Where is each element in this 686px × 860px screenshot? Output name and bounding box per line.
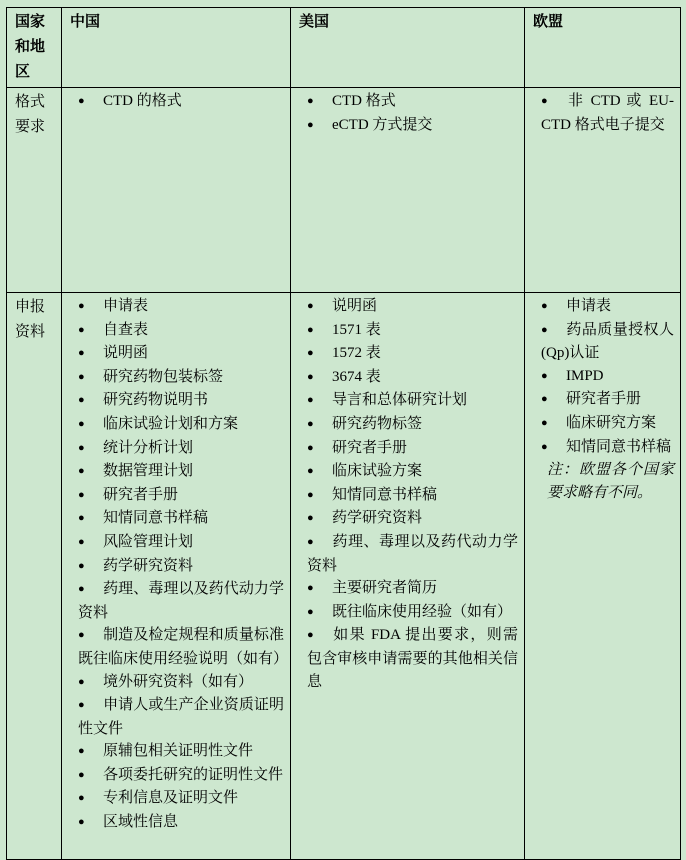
bullet-icon: ●: [78, 417, 85, 430]
bullet-icon: ●: [78, 394, 85, 407]
list-item-text: 申请表: [103, 298, 149, 314]
eu-dossier-note: 注：欧盟各个国家要求略有不同。: [547, 462, 674, 501]
list-item-text: 申请人或生产企业资质证明性文件: [78, 697, 284, 737]
list-item: [299, 507, 518, 531]
row-label-format-requirements: 格式要求: [7, 88, 62, 293]
cell-format-usa: [291, 88, 525, 293]
list-item: [70, 90, 284, 114]
list-item: [533, 412, 674, 436]
bullet-icon: ●: [78, 699, 85, 712]
list-item: [299, 342, 518, 366]
list-item-text: 说明函: [332, 298, 378, 314]
bullet-icon: ●: [307, 394, 314, 407]
list-item-text: 药理、毒理以及药代动力学资料: [307, 533, 518, 574]
list-item-text: 说明函: [103, 345, 149, 362]
list-item: [299, 624, 518, 693]
list-item-text: eCTD 方式提交: [332, 116, 433, 133]
list-item-text: 1571 表: [332, 321, 381, 338]
china-format-list: [70, 90, 284, 114]
bullet-icon: ●: [78, 583, 85, 596]
cell-dossier-eu: [525, 293, 681, 860]
list-item: [70, 366, 284, 390]
bullet-icon: ●: [78, 535, 85, 548]
list-item-text: 研究者手册: [103, 486, 179, 503]
list-item-text: 1572 表: [332, 345, 381, 362]
list-item: [533, 365, 674, 389]
list-item: [533, 295, 674, 319]
list-item: [70, 484, 284, 508]
list-item: [70, 319, 284, 343]
bullet-icon: ●: [307, 300, 314, 312]
list-item-text: 药品质量授权人(Qp)认证: [541, 321, 674, 362]
list-item: [533, 90, 674, 136]
list-item: [70, 671, 284, 695]
list-item-text: IMPD: [566, 367, 604, 384]
list-item: [299, 577, 518, 601]
regulatory-comparison-table: [6, 7, 681, 860]
list-item-text: 药学研究资料: [103, 557, 194, 574]
usa-format-list: [299, 90, 518, 137]
table-row-format-requirements: [7, 88, 681, 293]
cell-dossier-china: [62, 293, 291, 860]
list-item: [70, 555, 284, 579]
list-item-text: 知情同意书样稿: [566, 438, 672, 455]
header-eu: 欧盟: [525, 8, 681, 88]
bullet-icon: ●: [307, 441, 314, 454]
list-item-text: 知情同意书样稿: [332, 486, 438, 503]
list-item-text: 自查表: [103, 321, 149, 338]
table-header-row: [7, 8, 681, 88]
list-item: [299, 389, 518, 413]
list-item: [299, 114, 518, 138]
bullet-icon: ●: [78, 675, 85, 688]
cell-format-eu: [525, 88, 681, 293]
bullet-icon: ●: [78, 95, 85, 107]
list-item-text: 数据管理计划: [103, 463, 194, 480]
list-item: [533, 436, 674, 460]
bullet-icon: ●: [307, 347, 314, 360]
china-dossier-list: [70, 295, 289, 835]
list-item-text: 各项委托研究的证明性文件: [103, 766, 284, 783]
list-item-text: 区域性信息: [103, 814, 179, 831]
list-item: [70, 578, 284, 624]
list-item-text: 主要研究者简历: [332, 580, 438, 597]
list-item: [533, 319, 674, 365]
list-item: [533, 388, 674, 412]
bullet-icon: ●: [307, 629, 314, 642]
list-item: [299, 413, 518, 437]
bullet-icon: ●: [78, 512, 85, 525]
list-item: [70, 460, 284, 484]
list-item-text: CTD 的格式: [103, 93, 182, 109]
list-item-text: 导言和总体研究计划: [332, 392, 468, 409]
list-item: [299, 319, 518, 343]
bullet-icon: ●: [307, 465, 314, 478]
list-item: [70, 389, 284, 413]
bullet-icon: ●: [78, 745, 85, 758]
bullet-icon: ●: [78, 792, 85, 805]
list-item-text: 申请表: [566, 298, 612, 314]
list-item: [299, 295, 518, 319]
list-item-text: 风险管理计划: [103, 533, 194, 550]
bullet-icon: ●: [307, 512, 314, 525]
header-usa: 美国: [291, 8, 525, 88]
cell-format-china: [62, 88, 291, 293]
list-item-text: 临床试验计划和方案: [103, 415, 239, 432]
bullet-icon: ●: [307, 323, 314, 336]
list-item-text: 临床试验方案: [332, 463, 423, 480]
list-item: [70, 624, 289, 670]
header-region: 国家和地区: [7, 8, 62, 88]
cell-dossier-usa: [291, 293, 525, 860]
bullet-icon: ●: [541, 95, 548, 107]
list-item: [70, 437, 284, 461]
bullet-icon: ●: [78, 300, 85, 312]
bullet-icon: ●: [78, 768, 85, 781]
list-item-text: 统计分析计划: [103, 439, 194, 456]
list-item: [70, 295, 284, 319]
bullet-icon: ●: [541, 369, 548, 382]
list-item: [70, 787, 284, 811]
bullet-icon: ●: [307, 605, 314, 618]
list-item: [70, 413, 284, 437]
bullet-icon: ●: [541, 416, 548, 429]
list-item: [299, 484, 518, 508]
bullet-icon: ●: [307, 118, 314, 131]
table-row-application-dossier: [7, 293, 681, 860]
bullet-icon: ●: [541, 323, 548, 336]
usa-dossier-list: [299, 295, 518, 693]
list-item-text: 药学研究资料: [332, 510, 423, 527]
bullet-icon: ●: [78, 816, 85, 829]
bullet-icon: ●: [307, 370, 314, 383]
list-item: [299, 531, 518, 577]
bullet-icon: ●: [307, 582, 314, 595]
list-item-text: 制造及检定规程和质量标准既往临床使用经验说明（如有）: [78, 627, 289, 667]
list-item-text: 境外研究资料（如有）: [103, 673, 254, 690]
list-item-text: 既往临床使用经验（如有）: [332, 603, 513, 620]
list-item: [70, 740, 284, 764]
row-label-application-dossier: 申报资料: [7, 293, 62, 860]
bullet-icon: ●: [78, 488, 85, 501]
list-item: [299, 601, 518, 625]
bullet-icon: ●: [78, 323, 85, 336]
list-item: [299, 366, 518, 390]
list-item: [70, 694, 284, 740]
list-item-text: 原辅包相关证明性文件: [103, 743, 254, 760]
list-item-text: 临床研究方案: [566, 414, 657, 431]
eu-format-list: [533, 90, 674, 136]
bullet-icon: ●: [78, 629, 85, 642]
list-item: [70, 507, 284, 531]
list-item-text: CTD 格式: [332, 93, 396, 109]
bullet-icon: ●: [78, 441, 85, 454]
list-item-text: 研究者手册: [566, 391, 642, 408]
bullet-icon: ●: [78, 370, 85, 383]
list-item: [70, 764, 284, 788]
eu-dossier-list: [533, 295, 674, 459]
list-item-text: 药理、毒理以及药代动力学资料: [78, 581, 284, 621]
list-item-text: 知情同意书样稿: [103, 510, 209, 527]
list-item: [70, 811, 284, 835]
bullet-icon: ●: [541, 393, 548, 406]
list-item-text: 专利信息及证明文件: [103, 790, 239, 807]
bullet-icon: ●: [78, 559, 85, 572]
bullet-icon: ●: [307, 95, 314, 107]
list-item-text: 研究药物包装标签: [103, 368, 224, 385]
bullet-icon: ●: [541, 440, 548, 453]
bullet-icon: ●: [307, 488, 314, 501]
list-item-text: 研究药物标签: [332, 415, 423, 432]
bullet-icon: ●: [78, 465, 85, 478]
list-item: [70, 342, 284, 366]
bullet-icon: ●: [307, 535, 314, 548]
list-item-text: 研究药物说明书: [103, 392, 209, 409]
header-china: 中国: [62, 8, 291, 88]
list-item: [299, 437, 518, 461]
list-item-text: 非 CTD 或 EU-CTD 格式电子提交: [541, 93, 674, 133]
list-item: [70, 531, 284, 555]
list-item-text: 3674 表: [332, 368, 381, 385]
list-item: [299, 90, 518, 114]
list-item-text: 研究者手册: [332, 439, 408, 456]
list-item-text: 如果 FDA 提出要求，则需包含审核申请需要的其他相关信息: [307, 627, 518, 690]
bullet-icon: ●: [307, 417, 314, 430]
bullet-icon: ●: [541, 300, 548, 312]
list-item: [299, 460, 518, 484]
bullet-icon: ●: [78, 347, 85, 360]
